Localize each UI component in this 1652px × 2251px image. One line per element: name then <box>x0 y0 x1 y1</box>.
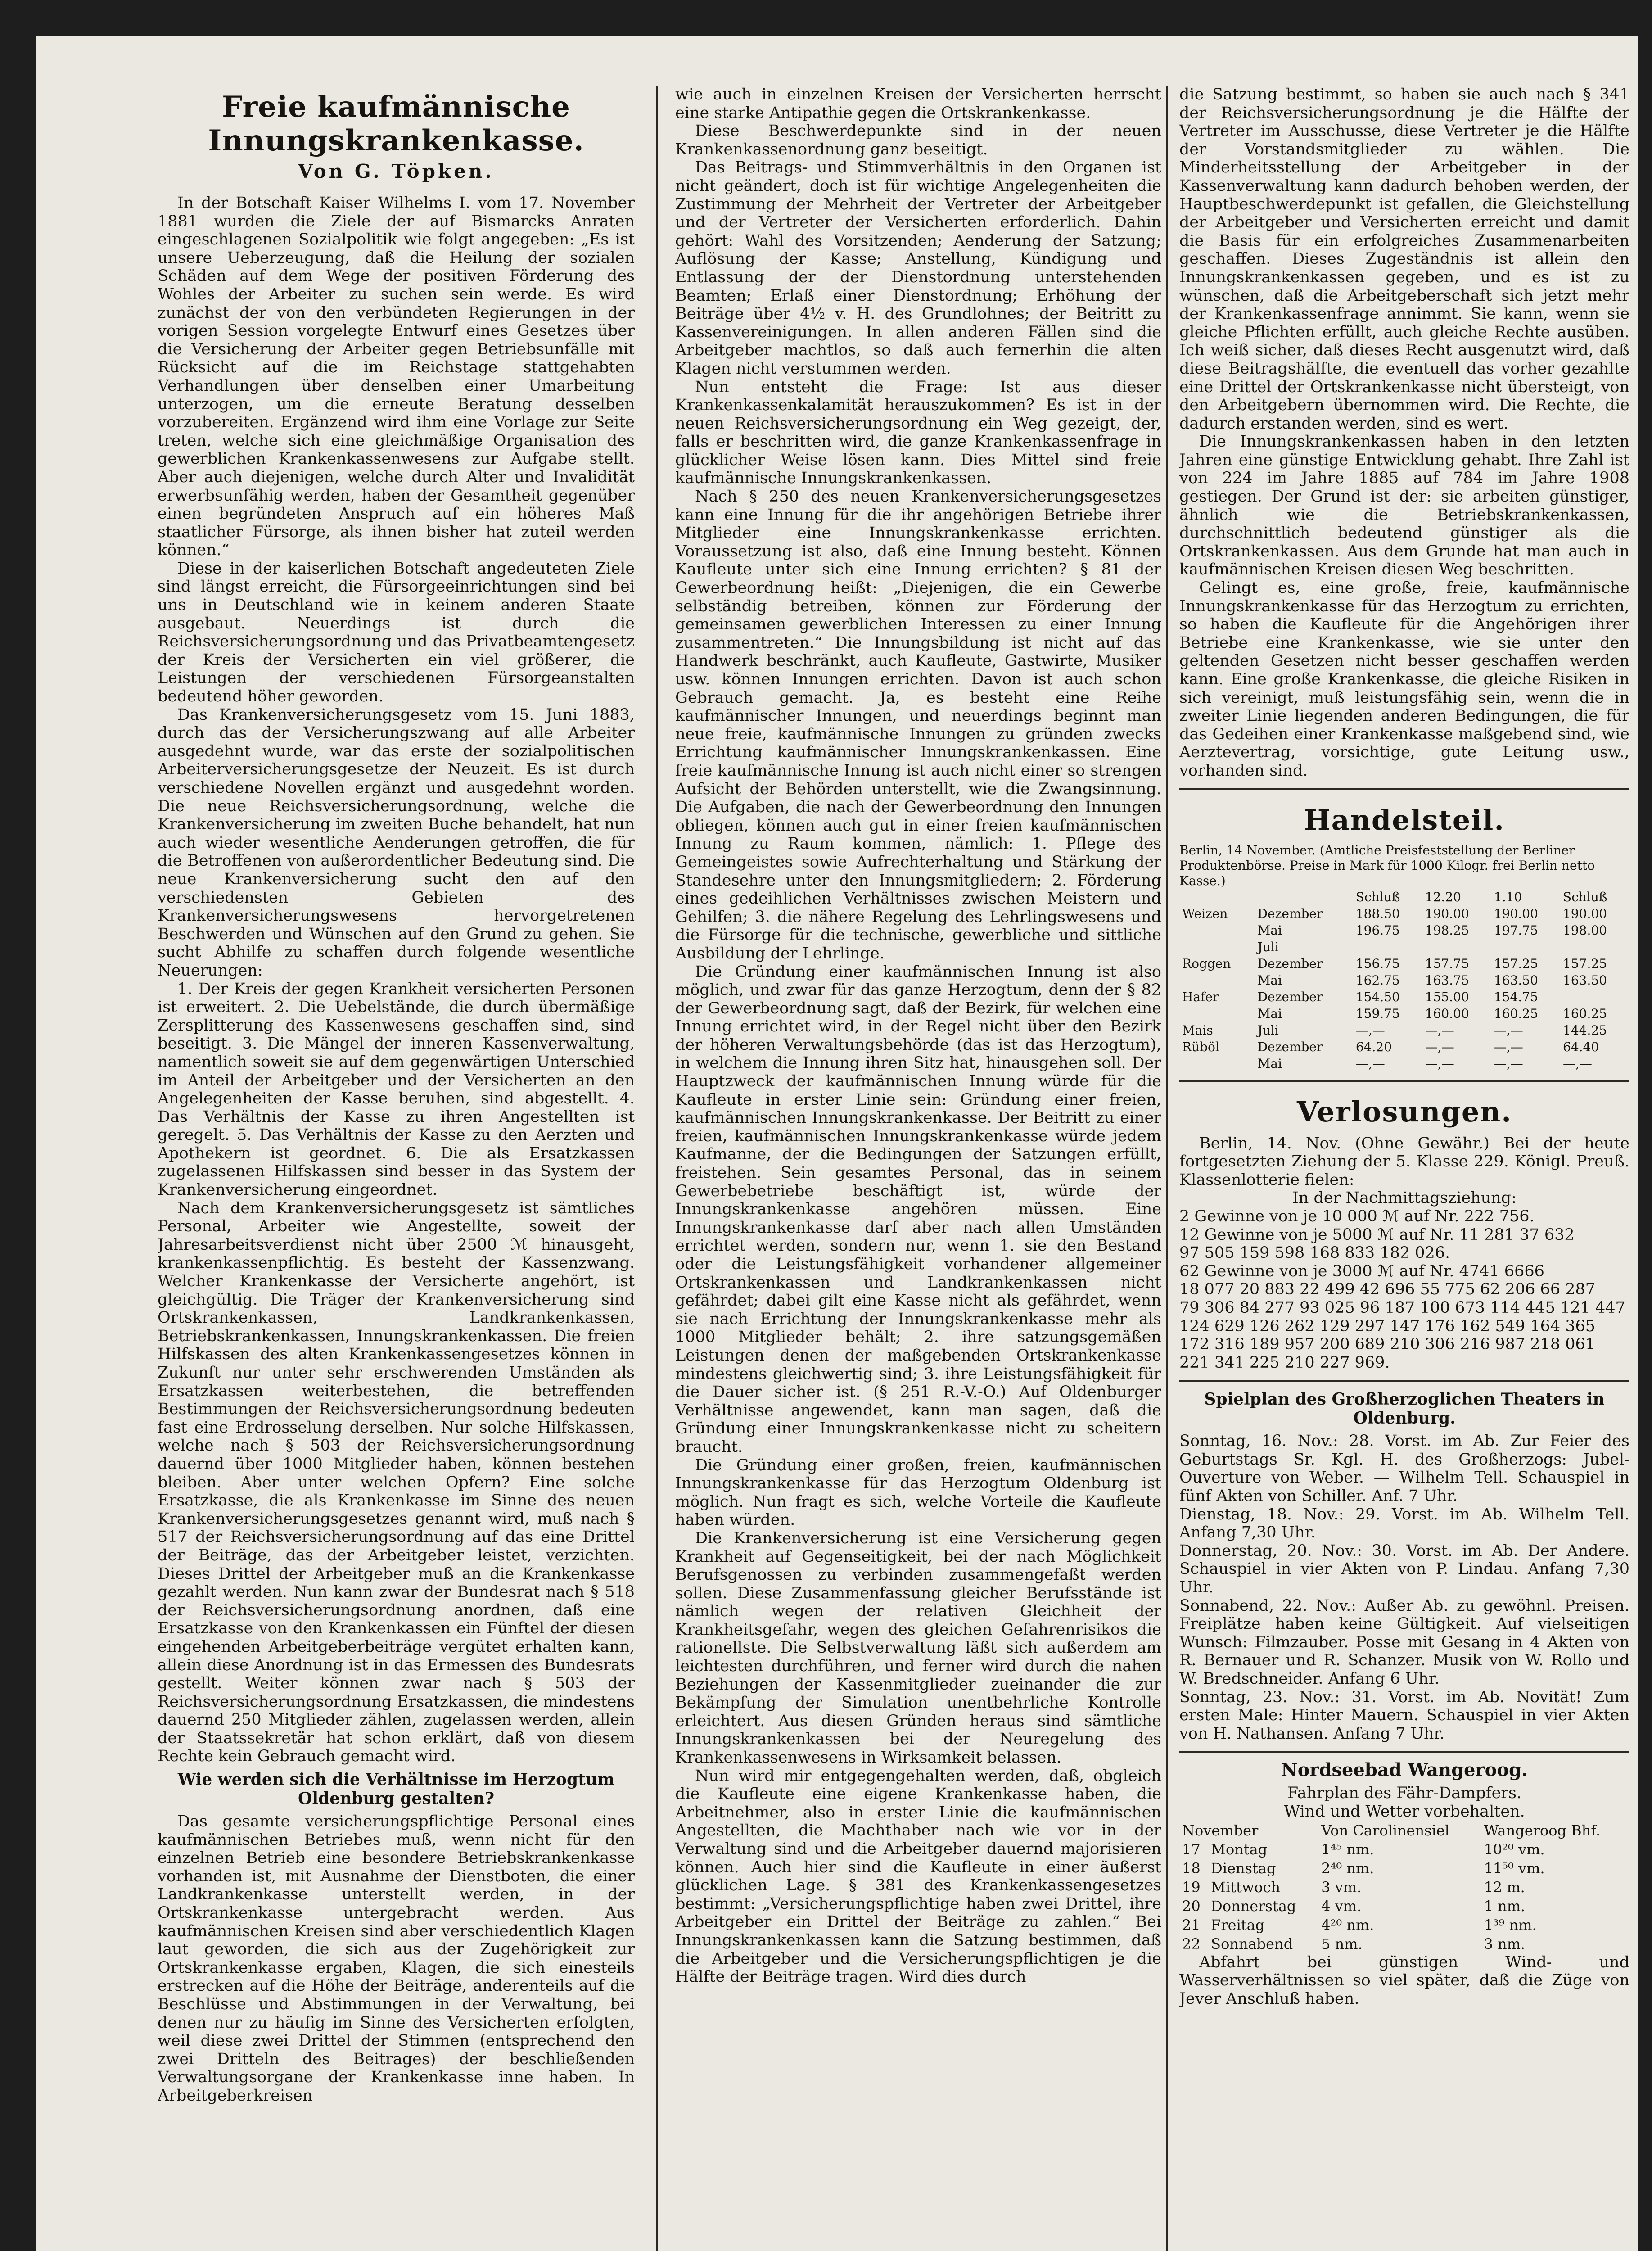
table-cell: Mittwoch <box>1211 1878 1281 1896</box>
handelsteil-intro: Berlin, 14 November. (Amtliche Preisfeststellung der Berliner Produktenbörse. Preise in Mark für 1000 Kilogr. frei Berlin netto Kasse.) <box>1179 842 1595 888</box>
table-cell: 190.00 <box>1425 906 1469 921</box>
handelsteil-title: Handelsteil. <box>1304 803 1505 836</box>
column-2 <box>675 86 1161 2246</box>
table-cell: —,— <box>1563 1056 1592 1071</box>
table-row <box>1179 1840 1629 1859</box>
table-cell: 197.75 <box>1494 922 1538 938</box>
table-row <box>1179 1022 1629 1039</box>
table-cell: 163.75 <box>1425 972 1469 988</box>
price-table-header-cell: 1.10 <box>1494 889 1522 904</box>
table-cell: 154.50 <box>1355 989 1400 1004</box>
table-cell: 12 m. <box>1484 1878 1525 1896</box>
article-title: Freie kaufmännische Innungskrankenkasse. <box>208 90 584 158</box>
table-cell: 5 nm. <box>1321 1935 1363 1953</box>
table-cell: 18 <box>1182 1859 1201 1877</box>
spielplan-entry: Donnerstag, 20. Nov.: 30. Vorst. im Ab. Der Andere. Schauspiel in vier Akten von P. Lindau. Anfang 7,30 Uhr. <box>1179 1541 1629 1597</box>
column-divider <box>656 86 658 2251</box>
ferry-table-header-cell: Von Carolinensiel <box>1321 1822 1449 1839</box>
table-cell: Freitag <box>1211 1916 1265 1934</box>
article-paragraph: Die Krankenversicherung ist eine Versicherung gegen Krankheit auf Gegenseitigkeit, bei der nach Möglichkeit Berufsgenossen zu verbinden zusammengefaßt werden sollen. Diese Zusammenfassung gleicher Berufsstände ist nämlich wegen der relativen Gleichheit der Krankheitsgefahr, wegen des gleichen Gefahrenrisikos die rationellste. Die Selbstverwaltung läßt sich außerdem am leichtesten durchführen, und ferner wird durch die nahen Beziehungen der Kassenmitglieder zueinander die zur Bekämpfung der Simulation unentbehrliche Kontrolle erleichtert. Aus diesen Gründen heraus sind sämtliche Innungskrankenkassen bei der Neuregelung des Krankenkassenwesens in Wirksamkeit belassen. <box>675 1529 1161 1767</box>
table-cell: Dezember <box>1257 989 1323 1004</box>
lottery-line: 221 341 225 210 227 969. <box>1179 1353 1390 1372</box>
table-cell: 1⁴⁵ nm. <box>1321 1840 1374 1858</box>
table-cell: Hafer <box>1182 989 1219 1004</box>
table-row <box>1179 905 1629 922</box>
table-row <box>1179 922 1629 939</box>
article-paragraph: In der Botschaft Kaiser Wilhelms I. vom 17. November 1881 wurden die Ziele der auf Bismarcks Anraten eingeschlagenen Sozialpolitik wie folgt angegeben: „Es ist unsere Ueberzeugung, daß die Heilung der sozialen Schäden auf dem Wege der positiven Förderung des Wohles der Arbeiter zu suchen sein werde. Es wird zunächst der von den verbündeten Regierungen in der vorigen Session vorgelegte Entwurf eines Gesetzes über die Versicherung der Arbeiter gegen Betriebsunfälle mit Rücksicht auf die im Reichstage stattgehabten Verhandlungen über denselben einer Umarbeitung unterzogen, um die erneute Beratung desselben vorzubereiten. Ergänzend wird ihm eine Vorlage zur Seite treten, welche sich eine gleichmäßige Organisation des gewerblichen Krankenkassenwesens zur Aufgabe stellt. Aber auch diejenigen, welche durch Alter und Invalidität erwerbsunfähig werden, haben der Gesamtheit gegenüber einen begründeten Anspruch auf ein höheres Maß staatlicher Fürsorge, als ihnen bisher hat zuteil werden können.“ <box>158 194 635 560</box>
article-paragraph: Das Beitrags- und Stimmverhältnis in den Organen ist nicht geändert, doch ist für wichtige Angelegenheiten die Zustimmung der Mehrheit der Vertreter der Arbeitgeber und der Vertreter der Versicherten erforderlich. Dahin gehört: Wahl des Vorsitzenden; Aenderung der Satzung; Auflösung der Kasse; Anstellung, Kündigung und Entlassung der der Dienstordnung unterstehenden Beamten; Erlaß einer Dienstordnung; Erhöhung der Beiträge über 4½ v. H. des Grundlohnes; der Beitritt zu Kassenvereinigungen. In allen anderen Fällen sind die Arbeitgeber machtlos, so daß auch fernerhin die alten Klagen nicht verstummen werden. <box>675 158 1161 378</box>
table-cell: Sonnabend <box>1211 1935 1293 1953</box>
table-cell: 4²⁰ nm. <box>1321 1916 1374 1934</box>
spielplan-title: Spielplan des Großherzoglichen Theaters in Oldenburg. <box>1204 1390 1605 1428</box>
table-cell: 144.25 <box>1563 1022 1607 1038</box>
table-cell: 160.00 <box>1425 1006 1469 1021</box>
section-divider <box>1179 788 1629 790</box>
table-cell: 3 vm. <box>1321 1878 1362 1896</box>
table-cell: —,— <box>1494 1039 1523 1054</box>
ferry-table-header-cell: November <box>1182 1822 1259 1839</box>
table-row <box>1179 1916 1629 1935</box>
table-cell: Dezember <box>1257 1039 1323 1054</box>
table-row <box>1179 1935 1629 1953</box>
table-cell: 1³⁹ nm. <box>1484 1916 1537 1934</box>
section-divider <box>1179 1751 1629 1753</box>
table-cell: 20 <box>1182 1897 1201 1915</box>
article-paragraph: Nun wird mir entgegengehalten werden, daß, obgleich die Kaufleute eine eigene Krankenkasse haben, die Arbeitnehmer, also in erster Linie die kaufmännischen Angestellten, die Machthaber nach wie vor in der Verwaltung sind und die Arbeitgeber dauernd majorisieren können. Auch hier sind die Kaufleute in einer äußerst glücklichen Lage. § 381 des Krankenkassengesetzes bestimmt: „Versicherungspflichtige haben zwei Drittel, ihre Arbeitgeber ein Drittel der Beiträge zu zahlen.“ Bei Innungskrankenkassen kann die Satzung bestimmen, daß die Arbeitgeber und die Versicherungspflichtigen je die Hälfte der Beiträge tragen. Wird dies durch <box>675 1767 1161 1986</box>
table-cell: Mais <box>1182 1022 1213 1038</box>
table-cell <box>1179 1055 1255 1072</box>
spielplan-entry: Sonntag, 23. Nov.: 31. Vorst. im Ab. Novität! Zum ersten Male: Hinter Mauern. Schauspiel in vier Akten von H. Nathansen. Anfang 7 Uhr. <box>1179 1688 1629 1743</box>
table-cell: 157.75 <box>1425 956 1469 971</box>
table-cell: 159.75 <box>1355 1006 1400 1021</box>
table-cell: 188.50 <box>1355 906 1400 921</box>
table-row <box>1179 955 1629 972</box>
table-cell: 21 <box>1182 1916 1201 1934</box>
verlosungen-sub: In der Nachmittagsziehung: <box>1292 1189 1517 1207</box>
price-table <box>1179 889 1629 1072</box>
table-cell: Roggen <box>1182 956 1231 971</box>
article-paragraph: 1. Der Kreis der gegen Krankheit versicherten Personen ist erweitert. 2. Die Uebelstände, die durch übermäßige Zersplitterung des Kassenwesens geschaffen sind, sind beseitigt. 3. Die Mängel der inneren Kassenverwaltung, namentlich soweit sie auf dem gegenwärtigen Unterschied im Anteil der Arbeitgeber und der Versicherten an den Angelegenheiten der Kasse beruhen, sind abgestellt. 4. Das Verhältnis der Kasse zu ihren Angestellten ist geregelt. 5. Das Verhältnis der Kasse zu den Aerzten und Apothekern ist geordnet. 6. Die als Ersatzkassen zugelassenen Hilfskassen sind besser in das System der Krankenversicherung eingeordnet. <box>158 980 635 1199</box>
table-cell <box>1560 939 1629 955</box>
table-cell: 190.00 <box>1494 906 1538 921</box>
table-cell: 157.25 <box>1563 956 1607 971</box>
table-cell: 196.75 <box>1355 922 1400 938</box>
table-row <box>1179 939 1629 955</box>
column-1 <box>158 86 635 2246</box>
table-cell: 157.25 <box>1494 956 1538 971</box>
section-divider <box>1179 1380 1629 1382</box>
verlosungen-intro: Berlin, 14. Nov. (Ohne Gewähr.) Bei der heute fortgesetzten Ziehung der 5. Klasse 229. Königl. Preuß. Klassenlotterie fielen: <box>1179 1134 1629 1189</box>
table-cell: 154.75 <box>1494 989 1538 1004</box>
table-cell: 11⁵⁰ vm. <box>1484 1859 1545 1877</box>
price-table-header-cell: 12.20 <box>1425 889 1461 904</box>
table-cell: 64.20 <box>1355 1039 1392 1054</box>
table-cell: —,— <box>1494 1056 1523 1071</box>
article-paragraph: Diese in der kaiserlichen Botschaft angedeuteten Ziele sind längst erreicht, die Fürsorgeeinrichtungen sind bei uns in Deutschland wie in keinem anderen Staate ausgebaut. Neuerdings ist durch die Reichsversicherungsordnung und das Privatbeamtengesetz der Kreis der Versicherten ein viel größerer, die Leistungen der verschiedenen Fürsorgeanstalten bedeutend höher geworden. <box>158 559 635 706</box>
table-cell: 198.25 <box>1425 922 1469 938</box>
table-cell: 155.00 <box>1425 989 1469 1004</box>
lottery-line: 2 Gewinne von je 10 000 ℳ auf Nr. 222 756. <box>1179 1207 1535 1225</box>
price-table-header-cell: Schluß <box>1355 889 1400 904</box>
price-table-header-cell: Schluß <box>1563 889 1607 904</box>
table-cell: Weizen <box>1182 906 1228 921</box>
section-divider <box>1179 1080 1629 1082</box>
table-cell: —,— <box>1355 1056 1385 1071</box>
spielplan-entry: Sonnabend, 22. Nov.: Außer Ab. zu gewöhnl. Preisen. Freiplätze haben keine Gültigkeit. Auf vielseitigen Wunsch: Filmzauber. Posse mit Gesang in 4 Akten von R. Bernauer und R. Schanzer. Musik von W. Rollo und W. Bredschneider. Anfang 6 Uhr. <box>1179 1596 1629 1688</box>
table-cell: 10²⁰ vm. <box>1484 1840 1545 1858</box>
article-paragraph: Die Innungskrankenkassen haben in den letzten Jahren eine günstige Entwicklung gehabt. Ihre Zahl ist von 224 im Jahre 1885 auf 784 im Jahre 1908 gestiegen. Der Grund ist der: sie arbeiten günstiger, ähnlich wie die Betriebskrankenkassen, durchschnittlich bedeutend günstiger als die Ortskrankenkassen. Aus dem Grunde hat man auch in kaufmännischen Kreisen diesen Weg beschritten. <box>1179 433 1629 579</box>
ferry-table <box>1179 1821 1629 1953</box>
article-paragraph: Nach dem Krankenversicherungsgesetz ist sämtliches Personal, Arbeiter wie Angestellte, soweit der Jahresarbeitsverdienst nicht über 2500 ℳ hinausgeht, krankenkassenpflichtig. Es besteht der Kassenzwang. Welcher Krankenkasse der Versicherte angehört, ist gleichgültig. Die Träger der Krankenversicherung sind Ortskrankenkassen, Landkrankenkassen, Betriebskrankenkassen, Innungskrankenkassen. Die freien Hilfskassen des alten Krankenkassengesetzes können in Zukunft nur unter sehr erschwerenden Umständen als Ersatzkassen weiterbestehen, die betreffenden Bestimmungen der Reichsversicherungsordnung bedeuten fast eine Erdrosselung derselben. Nur solche Hilfskassen, welche nach § 503 der Reichsversicherungsordnung dauernd über 1000 Mitglieder haben, können bestehen bleiben. Aber unter welchen Opfern? Eine solche Ersatzkasse, die als Krankenkasse im Sinne des neuen Krankenversicherungsgesetzes genannt wird, muß nach § 517 der Reichsversicherungsordnung auf das eine Drittel der Beiträge, das der Arbeitgeber leistet, verzichten. Dieses Drittel der Arbeitgeber muß an die Krankenkasse gezahlt werden. Nun kann zwar der Bundesrat nach § 518 der Reichsversicherungsordnung anordnen, daß eine Ersatzkasse von den Krankenkassen ein Fünftel der diesen eingehenden Arbeitgeberbeiträge vergütet erhalten kann, allein diese Anordnung ist in das Ermessen des Bundesrats gestellt. Weiter können zwar nach § 503 der Reichsversicherungsordnung Ersatzkassen, die mindestens dauernd 250 Mitglieder zählen, zugelassen werden, allein der Staatssekretär hat schon erklärt, daß von diesem Rechte kein Gebrauch gemacht wird. <box>158 1199 635 1766</box>
table-cell: 4 vm. <box>1321 1897 1362 1915</box>
verlosungen-title: Verlosungen. <box>1297 1095 1512 1128</box>
table-cell: 160.25 <box>1494 1006 1538 1021</box>
article-paragraph: Die Gründung einer kaufmännischen Innung ist also möglich, und zwar für das ganze Herzogtum, denn der § 82 der Gewerbeordnung sagt, daß der Bezirk, für welchen eine Innung errichtet wird, in der Regel nicht über den Bezirk der höheren Verwaltungsbehörde (das ist das Herzogtum), in welchem die Innung ihren Sitz hat, hinausgehen soll. Der Hauptzweck der kaufmännischen Innung würde für die Kaufleute in erster Linie sein: Gründung einer freien, kaufmännischen Innungskrankenkasse. Der Beitritt zu einer freien, kaufmännischen Innungskrankenkasse würde jedem Kaufmanne, der die Bedingungen der Satzungen erfüllt, freistehen. Sein gesamtes Personal, das in seinem Gewerbebetriebe beschäftigt ist, würde der Innungskrankenkasse angehören müssen. Eine Innungskrankenkasse darf aber nach allen Umständen errichtet werden, sondern nur, wenn 1. sie den Bestand oder die Leistungsfähigkeit vorhandener allgemeiner Ortskrankenkassen und Landkrankenkassen nicht gefährdet; dabei gilt eine Kasse nicht als gefährdet, wenn sie nach Errichtung der Innungskrankenkasse mehr als 1000 Mitglieder behält; 2. ihre satzungsgemäßen Leistungen denen der maßgebenden Ortskrankenkasse mindestens gleichwertig sind; 3. ihre Leistungsfähigkeit für die Dauer sicher ist. (§ 251 R.-V.-O.) Auf Oldenburger Verhältnisse angewendet, kann man sagen, daß die Gründung einer Innungskrankenkasse nicht zu scheitern braucht. <box>675 963 1161 1456</box>
wangeroog-note: Wind und Wetter vorbehalten. <box>1284 1802 1525 1821</box>
table-cell: Mai <box>1257 972 1282 988</box>
table-cell: —,— <box>1425 1039 1454 1054</box>
spielplan-entry: Sonntag, 16. Nov.: 28. Vorst. im Ab. Zur Feier des Geburtstags Sr. Kgl. H. des Großherzogs: Jubel-Ouverture von Weber. — Wilhelm Tell. Schauspiel in fünf Akten von Schiller. Anf. 7 Uhr. <box>1179 1432 1629 1505</box>
lottery-line: 18 077 20 883 22 499 42 696 55 775 62 206 66 287 <box>1179 1280 1596 1299</box>
article-paragraph: Nun entsteht die Frage: Ist aus dieser Krankenkassenkalamität herauszukommen? Es ist in der neuen Reichsversicherungsordnung ein Weg gezeigt, der, falls er beschritten wird, die ganze Krankenkassenfrage in glücklicher Weise lösen kann. Dies Mittel sind freie kaufmännische Innungskrankenkassen. <box>675 378 1161 488</box>
lottery-list <box>1179 1207 1629 1372</box>
table-cell <box>1560 989 1629 1005</box>
lottery-line: 124 629 126 262 129 297 147 176 162 549 164 365 <box>1179 1317 1596 1335</box>
lottery-line: 79 306 84 277 93 025 96 187 100 673 114 445 121 447 <box>1179 1298 1625 1317</box>
table-cell: 17 <box>1182 1840 1201 1858</box>
price-table-header-cell <box>1255 889 1353 905</box>
spielplan-list <box>1179 1432 1629 1743</box>
price-table-header-cell <box>1179 889 1255 905</box>
table-cell: 2⁴⁰ nm. <box>1321 1859 1374 1877</box>
article-paragraph: Gelingt es, eine große, freie, kaufmännische Innungskrankenkasse für das Herzogtum zu errichten, so haben die Kaufleute für die Angehörigen ihrer Betriebe eine Krankenkasse, wie sie unter den geltenden Gesetzen nicht besser geschaffen werden kann. Eine große Krankenkasse, die gleiche Risiken in sich vereinigt, muß leistungsfähig sein, wenn die in zweiter Linie liegenden anderen Bedingungen, die für das Gedeihen einer Krankenkasse maßgebend sind, wie Aerztevertrag, vorsichtige, gute Leitung usw., vorhanden sind. <box>1179 579 1629 780</box>
price-table-header <box>1179 889 1629 905</box>
table-cell: Dezember <box>1257 906 1323 921</box>
table-cell: Mai <box>1257 922 1282 938</box>
wangeroog-title: Nordseebad Wangeroog. <box>1281 1759 1528 1781</box>
table-cell: Juli <box>1257 939 1279 954</box>
table-row <box>1179 1039 1629 1055</box>
column-divider <box>1166 86 1168 2251</box>
table-cell: —,— <box>1425 1056 1454 1071</box>
table-cell: Mai <box>1257 1056 1282 1071</box>
table-cell <box>1179 972 1255 989</box>
article-paragraph: wie auch in einzelnen Kreisen der Versicherten herrscht eine starke Antipathie gegen die Ortskrankenkasse. <box>675 86 1161 122</box>
table-cell: 160.25 <box>1563 1006 1607 1021</box>
article-paragraph: Das Krankenversicherungsgesetz vom 15. Juni 1883, durch das der Versicherungszwang auf alle Arbeiter ausgedehnt wurde, war das erste der sozialpolitischen Arbeiterversicherungsgesetze der Neuzeit. Es ist durch verschiedene Novellen ergänzt und ausgedehnt worden. Die neue Reichsversicherungsordnung, welche die Krankenversicherung im zweiten Buche behandelt, hat nun auch wieder wesentliche Aenderungen getroffen, die für die Betroffenen von außerordentlicher Bedeutung sind. Die neue Krankenversicherung sucht den auf den verschiedensten Gebieten des Krankenversicherungswesens hervorgetretenen Beschwerden und Wünschen auf den Grund zu gehen. Sie sucht Abhilfe zu schaffen durch folgende wesentliche Neuerungen: <box>158 705 635 980</box>
article-paragraph: Die Gründung einer großen, freien, kaufmännischen Innungskrankenkasse für das Herzogtum Oldenburg ist möglich. Nun fragt es sich, welche Vorteile die Kaufleute haben würden. <box>675 1456 1161 1529</box>
lottery-line: 97 505 159 598 168 833 182 026. <box>1179 1244 1450 1262</box>
table-cell: 190.00 <box>1563 906 1607 921</box>
lottery-line: 62 Gewinne von je 3000 ℳ auf Nr. 4741 6666 <box>1179 1262 1544 1280</box>
table-cell: 1 nm. <box>1484 1897 1526 1915</box>
wangeroog-subtitle: Fahrplan des Fähr-Dampfers. <box>1287 1784 1522 1803</box>
table-cell: 22 <box>1182 1935 1201 1953</box>
table-cell: 64.40 <box>1563 1039 1599 1054</box>
table-cell: Donnerstag <box>1211 1897 1296 1915</box>
table-row <box>1179 1055 1629 1072</box>
article-paragraph: Nach § 250 des neuen Krankenversicherungsgesetzes kann eine Innung für die ihr angehörigen Betriebe ihrer Mitglieder eine Innungskrankenkasse errichten. Voraussetzung ist also, daß eine Innung besteht. Können Kaufleute unter sich eine Innung errichten? § 81 der Gewerbeordnung heißt: „Diejenigen, die ein Gewerbe selbständig betreiben, können zur Förderung der gemeinsamen gewerblichen Interessen zu einer Innung zusammentreten.“ Die Innungsbildung ist nicht auf das Handwerk beschränkt, auch Kaufleute, Gastwirte, Musiker usw. können Innungen errichten. Davon ist auch schon Gebrauch gemacht. Ja, es besteht eine Reihe kaufmännischer Innungen, und neuerdings beginnt man neue freie, kaufmännische Innungen zu gründen zwecks Errichtung kaufmännischer Innungskrankenkassen. Eine freie kaufmännische Innung ist auch nicht einer so strengen Aufsicht der Behörden unterstellt, wie die Zwangsinnung. Die Aufgaben, die nach der Gewerbeordnung den Innungen obliegen, können auch gut in einer freien kaufmännischen Innung zu Raum kommen, nämlich: 1. Pflege des Gemeingeistes sowie Aufrechterhaltung und Stärkung der Standesehre unter den Innungsmitgliedern; 2. Förderung eines gedeihlichen Verhältnisses zwischen Meistern und Gehilfen; 3. die nähere Regelung des Lehrlingswesens und die Fürsorge für die technische, gewerbliche und sittliche Ausbildung der Lehrlinge. <box>675 488 1161 963</box>
table-cell <box>1353 939 1422 955</box>
table-cell: 163.50 <box>1563 972 1607 988</box>
table-row <box>1179 1897 1629 1916</box>
table-cell: Rüböl <box>1182 1039 1219 1054</box>
article-paragraph: die Satzung bestimmt, so haben sie auch nach § 341 der Reichsversicherungsordnung je die Hälfte der Vertreter im Ausschusse, diese Vertreter je die Hälfte der Vorstandsmitglieder zu wählen. Die Minderheitsstellung der Arbeitgeber in der Kassenverwaltung kann dadurch behoben werden, der Hauptbeschwerdepunkt ist gefallen, die Gleichstellung der Arbeitgeber und Versicherten erreicht und damit die Basis für ein erfolgreiches Zusammenarbeiten geschaffen. Dieses Zugeständnis ist allein den Innungskrankenkassen gegeben, und es ist zu wünschen, daß die Arbeitgeberschaft sich jetzt mehr der Krankenkassenfrage annimmt. Sie kann, wenn sie gleiche Pflichten erfüllt, auch gleiche Rechte ausüben. Ich weiß sicher, daß dieses Recht ausgenutzt wird, daß diese Beitragshälfte, die eventuell das vorher gezahlte eine Drittel der Ortskrankenkasse nicht übersteigt, von den Arbeitgebern übernommen wird. Die Rechte, die dadurch erstanden werden, sind es wert. <box>1179 86 1629 433</box>
table-cell <box>1179 1005 1255 1022</box>
table-cell: —,— <box>1425 1022 1454 1038</box>
table-cell <box>1422 939 1491 955</box>
table-cell: 3 nm. <box>1484 1935 1526 1953</box>
table-cell: 19 <box>1182 1878 1201 1896</box>
lottery-line: 172 316 189 957 200 689 210 306 216 987 218 061 <box>1179 1335 1596 1354</box>
table-cell: 163.50 <box>1494 972 1538 988</box>
table-row <box>1179 1005 1629 1022</box>
article-subhead: Wie werden sich die Verhältnisse im Herzogtum Oldenburg gestalten? <box>177 1770 615 1808</box>
ferry-table-header <box>1179 1821 1629 1840</box>
table-cell: 156.75 <box>1355 956 1400 971</box>
wangeroog-footer: Abfahrt bei günstigen Wind- und Wasserverhältnissen so viel später, daß die Züge von Jever Anschluß haben. <box>1179 1953 1629 2008</box>
table-cell: Dienstag <box>1211 1859 1276 1877</box>
table-row <box>1179 1878 1629 1897</box>
table-cell: —,— <box>1355 1022 1385 1038</box>
lottery-line: 12 Gewinne von je 5000 ℳ auf Nr. 11 281 37 632 <box>1179 1225 1575 1244</box>
table-cell: —,— <box>1494 1022 1523 1038</box>
table-cell <box>1491 939 1560 955</box>
table-row <box>1179 972 1629 989</box>
table-cell <box>1179 922 1255 939</box>
table-cell <box>1179 939 1255 955</box>
table-cell: Juli <box>1257 1022 1279 1038</box>
table-cell: 162.75 <box>1355 972 1400 988</box>
article-byline: Von G. Töpken. <box>298 160 494 182</box>
table-cell: 198.00 <box>1563 922 1607 938</box>
table-cell: Dezember <box>1257 956 1323 971</box>
article-paragraph: Diese Beschwerdepunkte sind in der neuen Krankenkassenordnung ganz beseitigt. <box>675 122 1161 158</box>
column-3 <box>1179 86 1629 2246</box>
table-row <box>1179 1859 1629 1878</box>
newspaper-page <box>36 36 1638 2251</box>
table-cell: Mai <box>1257 1006 1282 1021</box>
table-cell: Montag <box>1211 1840 1268 1858</box>
table-row <box>1179 989 1629 1005</box>
ferry-table-header-cell: Wangeroog Bhf. <box>1484 1822 1601 1839</box>
spielplan-entry: Dienstag, 18. Nov.: 29. Vorst. im Ab. Wilhelm Tell. Anfang 7,30 Uhr. <box>1179 1505 1629 1542</box>
article-paragraph: Das gesamte versicherungspflichtige Personal eines kaufmännischen Betriebes muß, wenn nicht für den einzelnen Betrieb eine besondere Betriebskrankenkasse vorhanden ist, mit Ausnahme der Dienstboten, die einer Landkrankenkasse unterstellt werden, in der Ortskrankenkasse untergebracht werden. Aus kaufmännischen Kreisen sind aber verschiedentlich Klagen laut geworden, die sich aus der Zugehörigkeit zur Ortskrankenkasse ergaben, Klagen, die sich einesteils erstrecken auf die Höhe der Beiträge, anderenteils auf die Beschlüsse und Abstimmungen in der Verwaltung, bei denen nur zu häufig im Sinne des Versicherten erfolgten, weil diese zwei Drittel der Stimmen (entsprechend den zwei Dritteln des Beitrages) der beschließenden Verwaltungsorgane der Krankenkasse inne haben. In Arbeitgeberkreisen <box>158 1813 635 2105</box>
